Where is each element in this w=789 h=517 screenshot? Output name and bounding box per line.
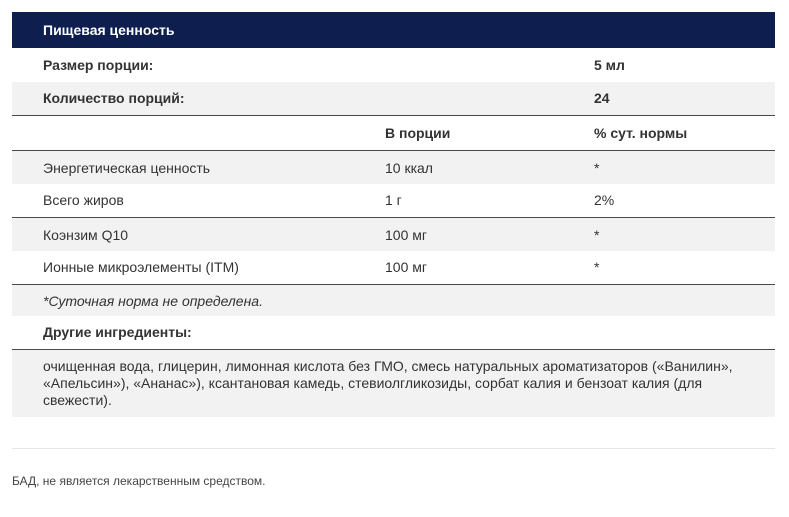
nutrient-daily-value: 2% xyxy=(594,192,615,208)
servings-count-row xyxy=(12,82,775,115)
nutrient-daily-value: * xyxy=(594,160,600,176)
nutrient-row xyxy=(12,251,775,284)
nutrient-amount: 100 мг xyxy=(385,227,427,243)
nutrient-name: Энергетическая ценность xyxy=(43,160,211,176)
supplement-disclaimer: БАД, не является лекарственным средством. xyxy=(12,474,266,488)
nutrient-name: Всего жиров xyxy=(43,192,124,208)
nutrient-amount: 100 мг xyxy=(385,259,427,275)
nutrient-row xyxy=(12,150,775,184)
columns-header-row xyxy=(12,115,775,150)
nutrient-daily-value: * xyxy=(594,227,600,243)
nutrient-row xyxy=(12,184,775,217)
servings-count-label: Количество порций: xyxy=(43,90,185,106)
daily-value-footnote: *Суточная норма не определена. xyxy=(43,293,263,309)
nutrient-amount: 10 ккал xyxy=(385,160,433,176)
serving-size-label: Размер порции: xyxy=(43,57,154,73)
other-ingredients-text: очищенная вода, глицерин, лимонная кислота без ГМО, смесь натуральных ароматизаторов («Ванилин», «Апельсин»), «Ананас»), ксантановая камедь, стевиолгликозиды, сорбат калия и бензоат калия (для свежести). xyxy=(12,349,775,417)
nutrition-header: Пищевая ценность xyxy=(12,12,775,48)
nutrient-row xyxy=(12,217,775,251)
daily-value-header: % сут. нормы xyxy=(594,125,688,141)
serving-size-value: 5 мл xyxy=(594,57,625,73)
other-ingredients-label: Другие ингредиенты: xyxy=(43,324,192,340)
section-divider xyxy=(12,448,775,449)
nutrient-amount: 1 г xyxy=(385,192,402,208)
other-ingredients-row xyxy=(12,316,775,349)
per-serving-header: В порции xyxy=(385,125,451,141)
nutrition-facts-panel xyxy=(12,12,775,417)
nutrient-name: Коэнзим Q10 xyxy=(43,227,129,243)
footnote-row xyxy=(12,284,775,316)
servings-count-value: 24 xyxy=(594,90,610,106)
nutrient-name: Ионные микроэлементы (ITM) xyxy=(43,259,239,275)
nutrient-daily-value: * xyxy=(594,259,600,275)
serving-size-row xyxy=(12,48,775,82)
